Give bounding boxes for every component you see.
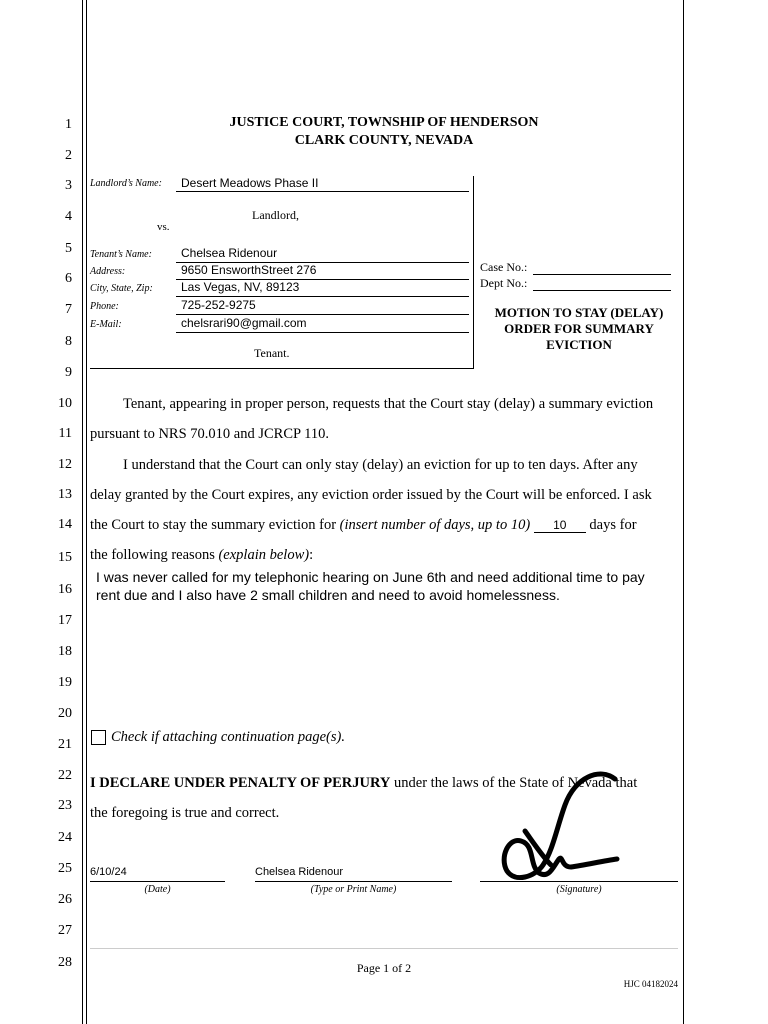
print-name-caption: (Type or Print Name) [310,884,397,895]
footer-rule [90,948,678,949]
line-number: 11 [58,426,72,441]
line-number: 23 [58,798,72,813]
versus-label: vs. [157,221,170,233]
line-number: 25 [58,861,72,876]
stay-request-text: the Court to stay the summary eviction for [90,517,340,533]
dept-number-field[interactable] [533,276,671,291]
line-number: 8 [65,334,72,349]
reasons-text: the following reasons [90,547,219,563]
tenant-role: Tenant. [254,346,290,360]
phone-label: Phone: [90,301,119,312]
line-number: 12 [58,457,72,472]
print-name-underline [255,881,452,882]
address-field[interactable]: 9650 EnsworthStreet 276 [181,263,317,277]
reasons-instruction: (explain below) [218,547,310,563]
motion-title [480,305,678,353]
city-underline [176,296,469,297]
declaration-rest: under the laws of the State of Nevada that [390,775,638,791]
line-number: 6 [65,271,72,286]
right-margin-line [683,0,684,1024]
line-number: 10 [58,396,72,411]
court-county: CLARK COUNTY, NEVADA [294,133,474,148]
city-label: City, State, Zip: [90,283,153,294]
paragraph-2-line-2: delay granted by the Court expires, any eviction order issued by the Court will be enforced. I ask [90,487,652,503]
paragraph-1-line-2: pursuant to NRS 70.010 and JCRCP 110. [90,426,330,442]
paragraph-2-line-1: I understand that the Court can only stay (delay) an eviction for up to ten days. After any [123,457,638,473]
line-number: 27 [58,923,72,938]
landlord-name-field[interactable]: Desert Meadows Phase II [181,176,319,190]
line-number: 22 [58,768,72,783]
signature-caption: (Signature) [556,884,602,895]
caption-bottom-border [90,368,474,369]
court-name: JUSTICE COURT, TOWNSHIP OF HENDERSON [229,115,539,130]
date-underline [90,881,225,882]
landlord-name-underline [176,191,469,192]
line-number: 24 [58,830,72,845]
line-number: 7 [65,302,72,317]
print-name-field[interactable]: Chelsea Ridenour [255,866,344,878]
line-number: 17 [58,613,72,628]
days-field[interactable]: 10 [534,518,586,533]
line-number: 9 [65,365,72,380]
phone-underline [176,314,469,315]
email-field[interactable]: chelsrari90@gmail.com [181,316,307,330]
declaration-line-2: the foregoing is true and correct. [90,805,280,821]
form-id: HJC 04182024 [623,979,678,989]
line-number: 14 [58,517,72,532]
tenant-name-field[interactable]: Chelsea Ridenour [181,246,278,260]
case-number-label: Case No.: [480,260,528,274]
line-number: 19 [58,675,72,690]
line-number: 5 [65,241,72,256]
paragraph-1-line-1: Tenant, appearing in proper person, requests that the Court stay (delay) a summary eviction [123,396,654,412]
reason-textarea[interactable]: I was never called for my telephonic hearing on June 6th and need additional time to pay rent due and I also have 2 small children and need to avoid homelessness. [96,569,645,603]
line-number: 2 [65,148,72,163]
date-field[interactable]: 6/10/24 [90,866,127,878]
tenant-name-label: Tenant’s Name: [90,249,152,260]
left-margin-line [82,0,83,1024]
email-underline [176,332,469,333]
line-number: 13 [58,487,72,502]
declaration-bold: I DECLARE UNDER PENALTY OF PERJURY [90,775,391,791]
line-number: 3 [65,178,72,193]
left-margin-line-inner [86,0,87,1024]
continuation-checkbox-label: Check if attaching continuation page(s). [111,729,345,745]
days-instruction: (insert number of days, up to 10) [339,517,531,533]
line-number: 18 [58,644,72,659]
landlord-name-label: Landlord’s Name: [90,178,162,189]
email-label: E-Mail: [90,319,122,330]
line-number: 28 [58,955,72,970]
page-number: Page 1 of 2 [356,961,412,975]
line-number: 16 [58,582,72,597]
line-number: 1 [65,117,72,132]
paragraph-2-line-3 [90,517,637,534]
signature-underline [480,881,678,882]
line-number: 15 [58,550,72,565]
motion-title-line2: ORDER FOR SUMMARY [504,321,654,336]
handwritten-signature[interactable] [495,765,625,885]
motion-title-line1: MOTION TO STAY (DELAY) [494,305,664,320]
dept-number-label: Dept No.: [480,276,528,290]
reasons-colon: : [309,547,314,563]
line-number: 26 [58,892,72,907]
case-number-field[interactable] [533,260,671,275]
address-label: Address: [90,266,126,277]
city-field[interactable]: Las Vegas, NV, 89123 [181,280,300,294]
line-number: 21 [58,737,72,752]
paragraph-2-line-4 [90,547,313,564]
phone-field[interactable]: 725-252-9275 [181,298,256,312]
caption-right-border [473,176,474,369]
landlord-role: Landlord, [252,208,299,222]
continuation-checkbox[interactable] [91,730,106,745]
days-for-text: days for [589,517,637,533]
line-number: 4 [65,209,72,224]
motion-title-line3: EVICTION [546,337,612,352]
date-caption: (Date) [144,884,171,895]
line-number: 20 [58,706,72,721]
